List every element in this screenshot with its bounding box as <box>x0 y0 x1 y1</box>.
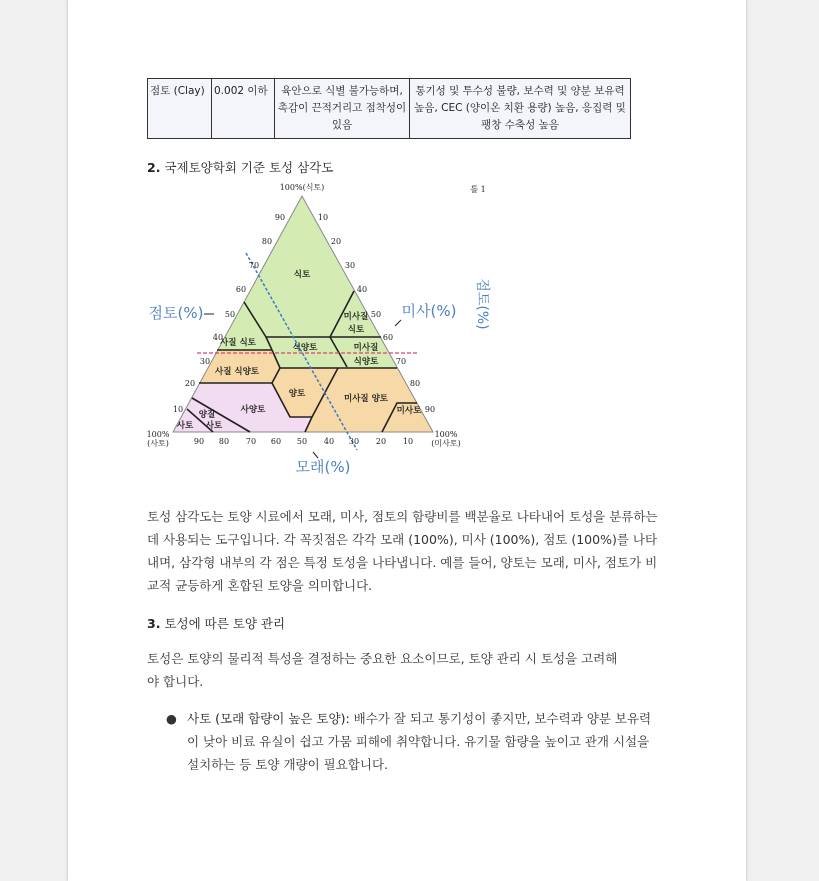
tick-label: 10 <box>172 405 184 414</box>
tick-label: 50 <box>224 310 236 319</box>
tick-label: 30 <box>199 357 211 366</box>
section-title: 토성에 따른 토양 관리 <box>164 616 286 631</box>
section-heading-2 <box>147 158 333 176</box>
list-item-term: 사토 (모래 함량이 높은 토양): <box>187 711 350 726</box>
tick-label: 60 <box>382 333 394 342</box>
tick-label: 30 <box>344 261 356 270</box>
tick-label: 60 <box>270 437 282 446</box>
region-label-silt: 미사토 <box>396 406 422 416</box>
region-label-silty-clay: 식토 <box>347 325 365 335</box>
tick-label: 80 <box>409 379 421 388</box>
table-cell: 육안으로 식별 불가능하며, 촉감이 끈적거리고 점착성이 있음 <box>275 79 410 139</box>
axis-label-clay-vertical: 점토(%) <box>474 278 490 330</box>
tick-label: 20 <box>184 379 196 388</box>
tick-label: 40 <box>212 333 224 342</box>
tick-label: 60 <box>235 285 247 294</box>
region-label-clay: 식토 <box>293 270 311 280</box>
region-label-silty-clay-loam: 미사질 <box>353 343 379 353</box>
tick-label: 40 <box>323 437 335 446</box>
tick-label: 90 <box>193 437 205 446</box>
tick-label: 70 <box>395 357 407 366</box>
paragraph-triangle-description: 토성 삼각도는 토양 시료에서 모래, 미사, 점토의 함량비를 백분율로 나타내어 토성을 분류하는 데 사용되는 도구입니다. 각 꼭짓점은 각각 모래 (100%), 미사 (100%), 점토 (100%)를 나타내며, 삼각형 내부의 각 점은 특정 토성을 나타냅니다. 예를 들어, 양토는 모래, 미사, 점토가 비교적 균등하게 혼합된 토양을 의미합니다. <box>147 509 658 593</box>
list-item-text: 배수가 잘 되고 통기성이 좋지만, 보수력과 양분 보유력이 낮아 비료 유실이 쉽고 가뭄 피해에 취약합니다. 유기물 함량을 높이고 관개 시설을 설치하는 등 토양 개량이 필요합니다. <box>187 711 652 772</box>
region-label-sandy-clay-loam: 사질 식양토 <box>214 367 260 377</box>
tick-label: 50 <box>370 310 382 319</box>
tick-label: 10 <box>317 213 329 222</box>
table-cell: 점토 (Clay) <box>148 79 212 139</box>
tick-label: 90 <box>274 213 286 222</box>
corner-top-label: 100%(식토) <box>279 183 325 192</box>
region-label-sand: 사토 <box>176 421 194 431</box>
section-number: 2. <box>147 160 161 175</box>
table-cell: 0.002 이하 <box>212 79 275 139</box>
soil-texture-table <box>147 78 631 139</box>
tick-label: 90 <box>424 405 436 414</box>
region-label-clay-loam: 식양토 <box>292 343 318 353</box>
tick-label: 50 <box>296 437 308 446</box>
section-heading-3 <box>147 614 285 632</box>
list-item <box>166 707 661 776</box>
table-cell: 통기성 및 투수성 불량, 보수력 및 양분 보유력 높음, CEC (양이온 치환 용량) 높음, 응집력 및 팽창 수축성 높음 <box>410 79 631 139</box>
region-label-silt-loam: 미사질 양토 <box>343 394 389 404</box>
section-number: 3. <box>147 616 161 631</box>
axis-label-sand: 모래(%) <box>295 458 351 476</box>
tick-label: 10 <box>402 437 414 446</box>
axis-label-silt: 미사(%) <box>401 302 457 320</box>
tick-label: 20 <box>330 237 342 246</box>
region-label-sandy-clay: 사질 식토 <box>220 338 256 348</box>
region-label-silty-clay-loam: 식양토 <box>353 357 379 367</box>
bullet-list <box>166 707 661 776</box>
tick-label: 80 <box>261 237 273 246</box>
tick-label: 20 <box>375 437 387 446</box>
arrow-icon <box>395 320 401 326</box>
tick-label: 30 <box>348 437 360 446</box>
tick-label: 40 <box>356 285 368 294</box>
corner-left-label: (사토) <box>147 439 169 448</box>
region-label-silty-clay: 미사질 <box>343 312 369 322</box>
corner-right-label: 100% <box>434 430 458 439</box>
corner-left-label: 100% <box>146 430 170 439</box>
bullet-icon: ● <box>166 711 177 726</box>
tick-label: 80 <box>218 437 230 446</box>
table-row <box>148 79 631 139</box>
sand-ticks <box>194 437 413 446</box>
figure-mark: 틀 1 <box>470 185 486 194</box>
paragraph-management: 토성은 토양의 물리적 특성을 결정하는 중요한 요소이므로, 토양 관리 시 토성을 고려해야 합니다. <box>147 651 618 689</box>
section-title: 국제토양학회 기준 토성 삼각도 <box>164 160 334 175</box>
region-label-loam: 양토 <box>288 389 306 399</box>
region-label-sandy-loam: 사양토 <box>240 405 266 415</box>
corner-right-label: (미사토) <box>431 439 461 448</box>
soil-texture-triangle <box>143 178 493 478</box>
tick-label: 70 <box>248 261 260 270</box>
tick-label: 70 <box>245 437 257 446</box>
region-label-loamy-sand: 양질 <box>198 410 216 420</box>
axis-label-clay: 점토(%) <box>148 304 204 322</box>
region-label-loamy-sand: 사토 <box>205 421 223 431</box>
